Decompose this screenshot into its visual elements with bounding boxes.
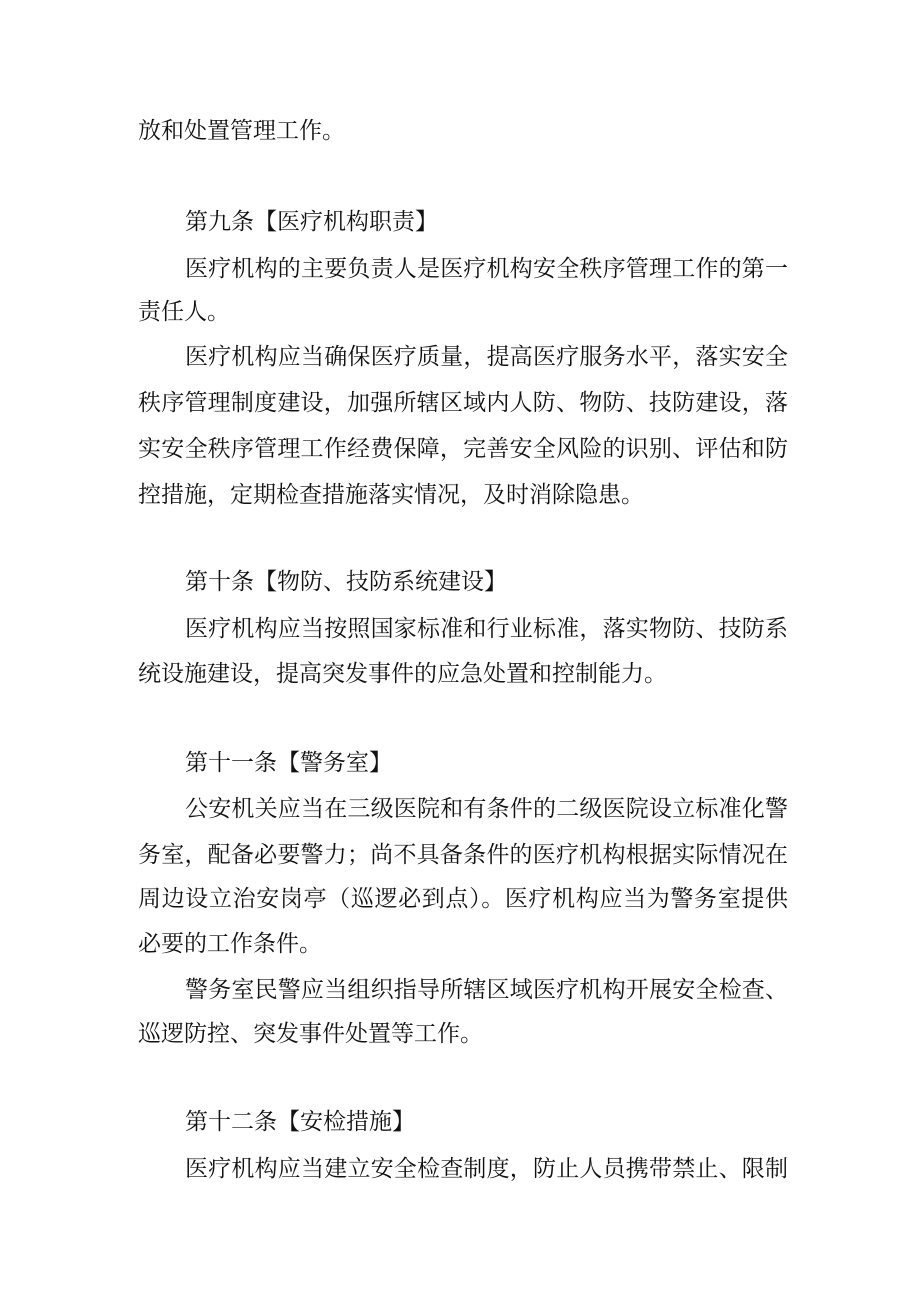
article-heading: 第十条【物防、技防系统建设】 [185,569,507,595]
paragraph-line: 必要的工作条件。 [138,931,322,957]
paragraph-line: 医疗机构应当按照国家标准和行业标准，落实物防、技防系 [185,616,788,642]
paragraph-line: 务室，配备必要警力；尚不具备条件的医疗机构根据实际情况在 [138,842,788,868]
article-heading: 第十一条【警务室】 [185,750,392,776]
article-heading: 第十二条【安检措施】 [185,1109,415,1135]
paragraph-line: 统设施建设，提高突发事件的应急处置和控制能力。 [138,661,667,687]
paragraph-line: 控措施，定期检查措施落实情况，及时消除隐患。 [138,482,644,508]
paragraph-line: 责任人。 [138,299,230,325]
article-heading: 第九条【医疗机构职责】 [185,209,438,235]
paragraph-line: 警务室民警应当组织指导所辖区域医疗机构开展安全检查、 [185,977,788,1003]
paragraph-line: 周边设立治安岗亭（巡逻必到点）。医疗机构应当为警务室提供 [138,886,788,912]
paragraph-line: 医疗机构应当确保医疗质量，提高医疗服务水平，落实安全 [185,344,788,370]
paragraph-line: 医疗机构的主要负责人是医疗机构安全秩序管理工作的第一 [185,256,788,282]
text-line: 放和处置管理工作。 [138,118,345,144]
paragraph-line: 秩序管理制度建设，加强所辖区域内人防、物防、技防建设，落 [138,390,788,416]
paragraph-line: 公安机关应当在三级医院和有条件的二级医院设立标准化警 [185,796,788,822]
paragraph-line: 医疗机构应当建立安全检查制度，防止人员携带禁止、限制 [185,1156,788,1182]
paragraph-line: 实安全秩序管理工作经费保障，完善安全风险的识别、评估和防 [138,436,788,462]
paragraph-line: 巡逻防控、突发事件处置等工作。 [138,1021,483,1047]
